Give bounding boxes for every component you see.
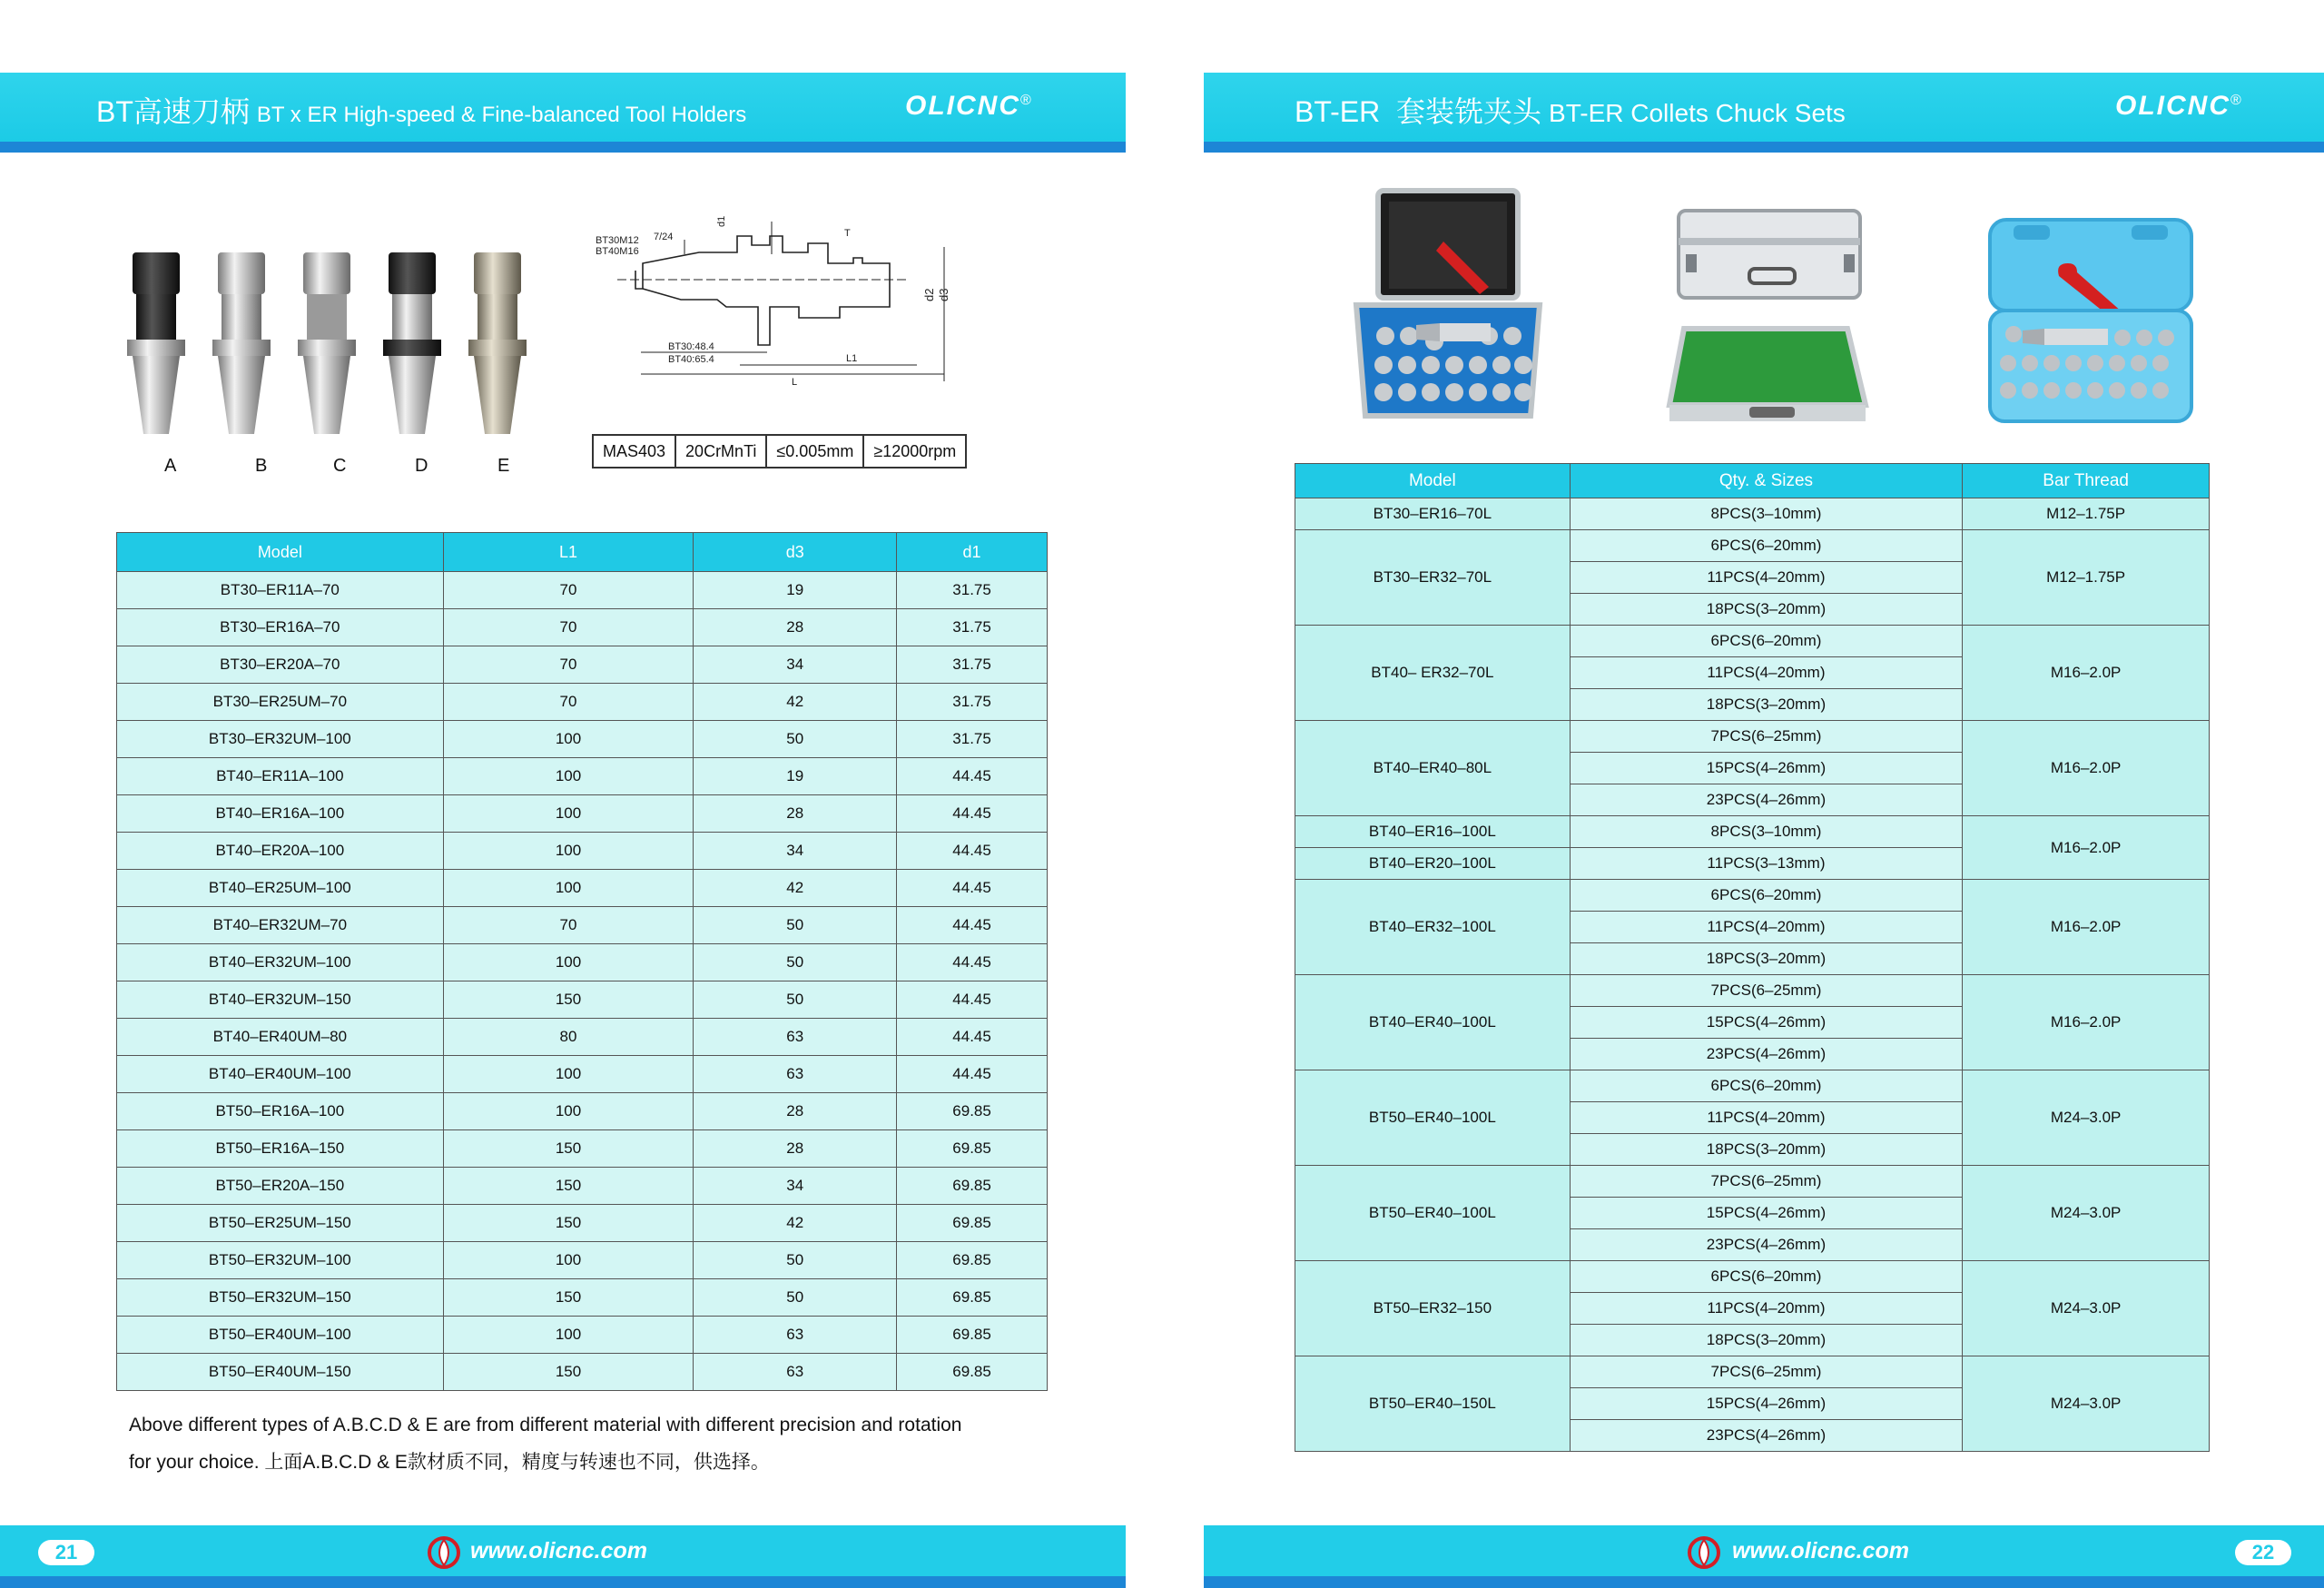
cell-d3: 42	[694, 684, 897, 721]
cell-model: BT50–ER20A–150	[117, 1168, 444, 1205]
cell-model: BT40–ER11A–100	[117, 758, 444, 795]
header-model: Model	[117, 533, 444, 572]
cell-bar-thread: M16–2.0P	[1963, 626, 2210, 721]
cell-d1: 31.75	[897, 609, 1048, 646]
cell-qty-size: 11PCS(4–20mm)	[1570, 912, 1963, 943]
drawing-label-l1: L1	[846, 353, 858, 364]
cell-d3: 28	[694, 609, 897, 646]
cell-qty-size: 11PCS(4–20mm)	[1570, 1293, 1963, 1325]
cell-qty-size: 6PCS(6–20mm)	[1570, 530, 1963, 562]
left-page-number: 21	[38, 1540, 94, 1565]
table-row	[117, 1168, 1048, 1205]
table-row	[1295, 816, 2210, 848]
cell-l1: 100	[443, 833, 694, 870]
cell-model: BT40–ER40–80L	[1295, 721, 1571, 816]
right-logo-text: OLICNC	[2115, 91, 2230, 121]
cell-bar-thread: M24–3.0P	[1963, 1356, 2210, 1452]
cell-d1: 31.75	[897, 684, 1048, 721]
table-row	[117, 833, 1048, 870]
cell-d1: 44.45	[897, 833, 1048, 870]
cell-bar-thread: M24–3.0P	[1963, 1070, 2210, 1166]
cell-model: BT30–ER16A–70	[117, 609, 444, 646]
cell-l1: 70	[443, 684, 694, 721]
spec-precision: ≤0.005mm	[766, 435, 863, 468]
drawing-label-taper2: BT40M16	[596, 246, 639, 257]
drawing-label-l: L	[792, 377, 798, 388]
cell-model: BT50–ER32UM–150	[117, 1279, 444, 1317]
cell-model: BT50–ER16A–100	[117, 1093, 444, 1130]
cell-d1: 31.75	[897, 721, 1048, 758]
table-row	[1295, 1166, 2210, 1198]
cell-bar-thread: M16–2.0P	[1963, 721, 2210, 816]
cell-model: BT40– ER32–70L	[1295, 626, 1571, 721]
collet-case-open-photo	[1353, 187, 1543, 425]
cell-l1: 150	[443, 1205, 694, 1242]
cell-d3: 28	[694, 1130, 897, 1168]
cell-l1: 70	[443, 609, 694, 646]
right-header-stripe	[1204, 142, 2324, 153]
left-title-zh: BT高速刀柄	[96, 95, 250, 128]
cell-qty-size: 6PCS(6–20mm)	[1570, 1261, 1963, 1293]
cell-d1: 31.75	[897, 646, 1048, 684]
cell-d1: 44.45	[897, 758, 1048, 795]
cell-model: BT30–ER32–70L	[1295, 530, 1571, 626]
left-title-en: BT x ER High-speed & Fine-balanced Tool Holders	[256, 103, 747, 127]
cell-qty-size: 6PCS(6–20mm)	[1570, 626, 1963, 657]
table-row	[117, 1354, 1048, 1391]
cell-model: BT40–ER40UM–100	[117, 1056, 444, 1093]
cell-bar-thread: M24–3.0P	[1963, 1166, 2210, 1261]
cell-qty-size: 23PCS(4–26mm)	[1570, 1420, 1963, 1452]
tool-holder-table	[116, 532, 1048, 1391]
cell-d1: 44.45	[897, 1056, 1048, 1093]
cell-bar-thread: M16–2.0P	[1963, 880, 2210, 975]
table-row	[117, 609, 1048, 646]
cell-d3: 34	[694, 646, 897, 684]
cell-model: BT50–ER40–150L	[1295, 1356, 1571, 1452]
table-row	[1295, 1261, 2210, 1293]
cell-d1: 44.45	[897, 870, 1048, 907]
cell-d1: 69.85	[897, 1093, 1048, 1130]
cell-model: BT50–ER40UM–100	[117, 1317, 444, 1354]
note-line-2: for your choice. 上面A.B.C.D & E款材质不同，精度与转速也不同，供选择。	[129, 1452, 770, 1473]
table-row	[117, 1130, 1048, 1168]
cell-d3: 34	[694, 1168, 897, 1205]
cell-model: BT40–ER32UM–150	[117, 981, 444, 1019]
drawing-label-taper1: BT30M12	[596, 235, 639, 246]
header-d3: d3	[694, 533, 897, 572]
holder-b-icon	[212, 252, 271, 434]
cell-qty-size: 8PCS(3–10mm)	[1570, 816, 1963, 848]
cell-model: BT40–ER16A–100	[117, 795, 444, 833]
note-line-1: Above different types of A.B.C.D & E are from different material with different precision and rotation	[129, 1415, 962, 1435]
cell-l1: 100	[443, 1242, 694, 1279]
header-qty-sizes: Qty. & Sizes	[1570, 464, 1963, 498]
spec-speed: ≥12000rpm	[863, 435, 966, 468]
left-header-title	[96, 89, 746, 131]
cell-qty-size: 23PCS(4–26mm)	[1570, 784, 1963, 816]
cell-qty-size: 23PCS(4–26mm)	[1570, 1229, 1963, 1261]
right-logo: OLICNC®	[2115, 91, 2243, 121]
left-logo-text: OLICNC	[905, 91, 1020, 121]
cell-d3: 34	[694, 833, 897, 870]
spec-box	[592, 434, 967, 469]
drawing-label-d2-visible: d2	[922, 288, 936, 301]
table-row	[117, 1093, 1048, 1130]
spec-material: 20CrMnTi	[675, 435, 766, 468]
cell-qty-size: 11PCS(4–20mm)	[1570, 562, 1963, 594]
holder-letter-e: E	[497, 456, 510, 476]
cell-l1: 100	[443, 795, 694, 833]
cell-d3: 50	[694, 721, 897, 758]
cell-l1: 80	[443, 1019, 694, 1056]
drawing-label-t: T	[844, 228, 851, 239]
cell-qty-size: 15PCS(4–26mm)	[1570, 1007, 1963, 1039]
left-logo: OLICNC®	[905, 91, 1033, 121]
cell-qty-size: 6PCS(6–20mm)	[1570, 1070, 1963, 1102]
table-row	[117, 907, 1048, 944]
table-row	[117, 1242, 1048, 1279]
cell-l1: 150	[443, 1354, 694, 1391]
cell-l1: 100	[443, 1317, 694, 1354]
table-row	[117, 981, 1048, 1019]
right-page-number: 22	[2235, 1540, 2291, 1565]
table-header-row	[1295, 464, 2210, 498]
cell-l1: 150	[443, 1279, 694, 1317]
table-row	[117, 646, 1048, 684]
cell-d3: 19	[694, 758, 897, 795]
table-row	[1295, 975, 2210, 1007]
cell-qty-size: 7PCS(6–25mm)	[1570, 1356, 1963, 1388]
holder-d-icon	[383, 252, 441, 434]
table-row	[1295, 721, 2210, 753]
cell-model: BT40–ER32–100L	[1295, 880, 1571, 975]
material-note	[129, 1406, 1037, 1481]
cell-model: BT50–ER32UM–100	[117, 1242, 444, 1279]
table-row	[117, 870, 1048, 907]
cell-qty-size: 7PCS(6–25mm)	[1570, 1166, 1963, 1198]
cell-model: BT50–ER25UM–150	[117, 1205, 444, 1242]
cell-l1: 100	[443, 870, 694, 907]
olicnc-emblem-icon	[1687, 1534, 1721, 1571]
table-row	[1295, 1356, 2210, 1388]
tool-holders-photo	[118, 243, 563, 439]
cell-model: BT40–ER40UM–80	[117, 1019, 444, 1056]
cell-qty-size: 18PCS(3–20mm)	[1570, 1325, 1963, 1356]
cell-d1: 44.45	[897, 795, 1048, 833]
holder-letter-d: D	[415, 456, 428, 476]
cell-d3: 50	[694, 944, 897, 981]
cell-d1: 69.85	[897, 1354, 1048, 1391]
cell-qty-size: 18PCS(3–20mm)	[1570, 689, 1963, 721]
cell-bar-thread: M12–1.75P	[1963, 530, 2210, 626]
cell-d1: 69.85	[897, 1130, 1048, 1168]
cell-model: BT40–ER25UM–100	[117, 870, 444, 907]
holder-e-icon	[468, 252, 527, 434]
table-row	[1295, 1070, 2210, 1102]
cell-qty-size: 11PCS(4–20mm)	[1570, 657, 1963, 689]
table-row	[117, 1205, 1048, 1242]
table-row	[117, 721, 1048, 758]
cell-l1: 100	[443, 721, 694, 758]
table-row	[117, 944, 1048, 981]
spec-standard: MAS403	[593, 435, 675, 468]
cell-model: BT50–ER40UM–150	[117, 1354, 444, 1391]
aluminum-case-photo	[1666, 202, 1875, 425]
cell-d1: 31.75	[897, 572, 1048, 609]
cell-d1: 44.45	[897, 981, 1048, 1019]
right-footer-stripe	[1204, 1576, 2324, 1588]
left-footer-stripe	[0, 1576, 1126, 1588]
table-row	[117, 1317, 1048, 1354]
cell-model: BT40–ER16–100L	[1295, 816, 1571, 848]
table-row	[117, 758, 1048, 795]
table-row	[117, 795, 1048, 833]
cell-model: BT30–ER20A–70	[117, 646, 444, 684]
table-row	[117, 1279, 1048, 1317]
cell-l1: 100	[443, 944, 694, 981]
cell-d3: 28	[694, 795, 897, 833]
table-row	[1295, 880, 2210, 912]
table-row	[1295, 626, 2210, 657]
cell-d3: 63	[694, 1019, 897, 1056]
chuck-set-table	[1295, 463, 2210, 1452]
right-title-zh: BT-ER 套装铣夹头	[1295, 95, 1542, 128]
cell-model: BT50–ER16A–150	[117, 1130, 444, 1168]
cell-d3: 28	[694, 1093, 897, 1130]
drawing-label-bt30: BT30:48.4	[668, 341, 714, 352]
left-website-link[interactable]: www.olicnc.com	[470, 1538, 647, 1563]
holder-letter-c: C	[333, 456, 347, 476]
cell-l1: 100	[443, 1093, 694, 1130]
cell-bar-thread: M16–2.0P	[1963, 975, 2210, 1070]
cell-d3: 42	[694, 1205, 897, 1242]
table-header-row	[117, 533, 1048, 572]
cell-d1: 69.85	[897, 1242, 1048, 1279]
cell-model: BT30–ER11A–70	[117, 572, 444, 609]
right-website-link[interactable]: www.olicnc.com	[1732, 1538, 1909, 1563]
header-d1: d1	[897, 533, 1048, 572]
cell-l1: 70	[443, 572, 694, 609]
cell-qty-size: 18PCS(3–20mm)	[1570, 943, 1963, 975]
cell-d1: 69.85	[897, 1317, 1048, 1354]
table-row	[1295, 530, 2210, 562]
cell-l1: 150	[443, 1168, 694, 1205]
cell-d1: 69.85	[897, 1279, 1048, 1317]
cell-d3: 42	[694, 870, 897, 907]
cell-d3: 50	[694, 907, 897, 944]
table-row	[117, 1056, 1048, 1093]
cell-l1: 100	[443, 1056, 694, 1093]
cell-model: BT30–ER16–70L	[1295, 498, 1571, 530]
cell-qty-size: 18PCS(3–20mm)	[1570, 1134, 1963, 1166]
cell-qty-size: 8PCS(3–10mm)	[1570, 498, 1963, 530]
cell-d1: 44.45	[897, 1019, 1048, 1056]
cell-model: BT40–ER40–100L	[1295, 975, 1571, 1070]
holder-letter-a: A	[164, 456, 177, 476]
right-title-en: BT-ER Collets Chuck Sets	[1549, 99, 1846, 127]
holder-letter-b: B	[255, 456, 268, 476]
cell-qty-size: 23PCS(4–26mm)	[1570, 1039, 1963, 1070]
cell-bar-thread: M12–1.75P	[1963, 498, 2210, 530]
cell-model: BT40–ER32UM–100	[117, 944, 444, 981]
cell-model: BT40–ER20–100L	[1295, 848, 1571, 880]
cell-qty-size: 15PCS(4–26mm)	[1570, 753, 1963, 784]
cell-l1: 70	[443, 907, 694, 944]
blue-plastic-case-photo	[1986, 216, 2195, 425]
cell-qty-size: 7PCS(6–25mm)	[1570, 975, 1963, 1007]
cell-bar-thread: M24–3.0P	[1963, 1261, 2210, 1356]
drawing-label-d3: d3	[937, 288, 950, 301]
drawing-label-bt40: BT40:65.4	[668, 354, 714, 365]
cell-bar-thread: M16–2.0P	[1963, 816, 2210, 880]
cell-qty-size: 15PCS(4–26mm)	[1570, 1198, 1963, 1229]
cell-d1: 69.85	[897, 1205, 1048, 1242]
cell-model: BT50–ER32–150	[1295, 1261, 1571, 1356]
header-l1: L1	[443, 533, 694, 572]
cell-qty-size: 11PCS(3–13mm)	[1570, 848, 1963, 880]
header-model: Model	[1295, 464, 1571, 498]
left-header-stripe	[0, 142, 1126, 153]
table-row	[117, 572, 1048, 609]
table-row	[1295, 498, 2210, 530]
cell-l1: 100	[443, 758, 694, 795]
cell-qty-size: 15PCS(4–26mm)	[1570, 1388, 1963, 1420]
header-bar-thread: Bar Thread	[1963, 464, 2210, 498]
holder-c-icon	[298, 252, 356, 434]
right-header-title	[1295, 89, 1846, 131]
cell-d1: 44.45	[897, 907, 1048, 944]
cell-model: BT50–ER40–100L	[1295, 1070, 1571, 1166]
cell-d1: 44.45	[897, 944, 1048, 981]
cell-model: BT30–ER32UM–100	[117, 721, 444, 758]
cell-qty-size: 7PCS(6–25mm)	[1570, 721, 1963, 753]
cell-d3: 63	[694, 1056, 897, 1093]
cell-model: BT30–ER25UM–70	[117, 684, 444, 721]
cell-l1: 150	[443, 1130, 694, 1168]
cell-qty-size: 11PCS(4–20mm)	[1570, 1102, 1963, 1134]
holder-a-icon	[127, 252, 185, 434]
cell-d3: 50	[694, 1242, 897, 1279]
drawing-label-angle: 7/24	[654, 232, 674, 242]
cell-model: BT40–ER20A–100	[117, 833, 444, 870]
cell-model: BT50–ER40–100L	[1295, 1166, 1571, 1261]
cell-qty-size: 6PCS(6–20mm)	[1570, 880, 1963, 912]
cell-model: BT40–ER32UM–70	[117, 907, 444, 944]
cell-d3: 63	[694, 1317, 897, 1354]
cell-d3: 50	[694, 1279, 897, 1317]
cell-qty-size: 18PCS(3–20mm)	[1570, 594, 1963, 626]
cell-d1: 69.85	[897, 1168, 1048, 1205]
cell-l1: 70	[443, 646, 694, 684]
cell-l1: 150	[443, 981, 694, 1019]
drawing-label-d1: d1	[716, 215, 727, 227]
olicnc-emblem-icon	[427, 1534, 461, 1571]
cell-d3: 19	[694, 572, 897, 609]
table-row	[117, 1019, 1048, 1056]
technical-drawing	[590, 200, 962, 399]
cell-d3: 63	[694, 1354, 897, 1391]
table-row	[117, 684, 1048, 721]
cell-d3: 50	[694, 981, 897, 1019]
